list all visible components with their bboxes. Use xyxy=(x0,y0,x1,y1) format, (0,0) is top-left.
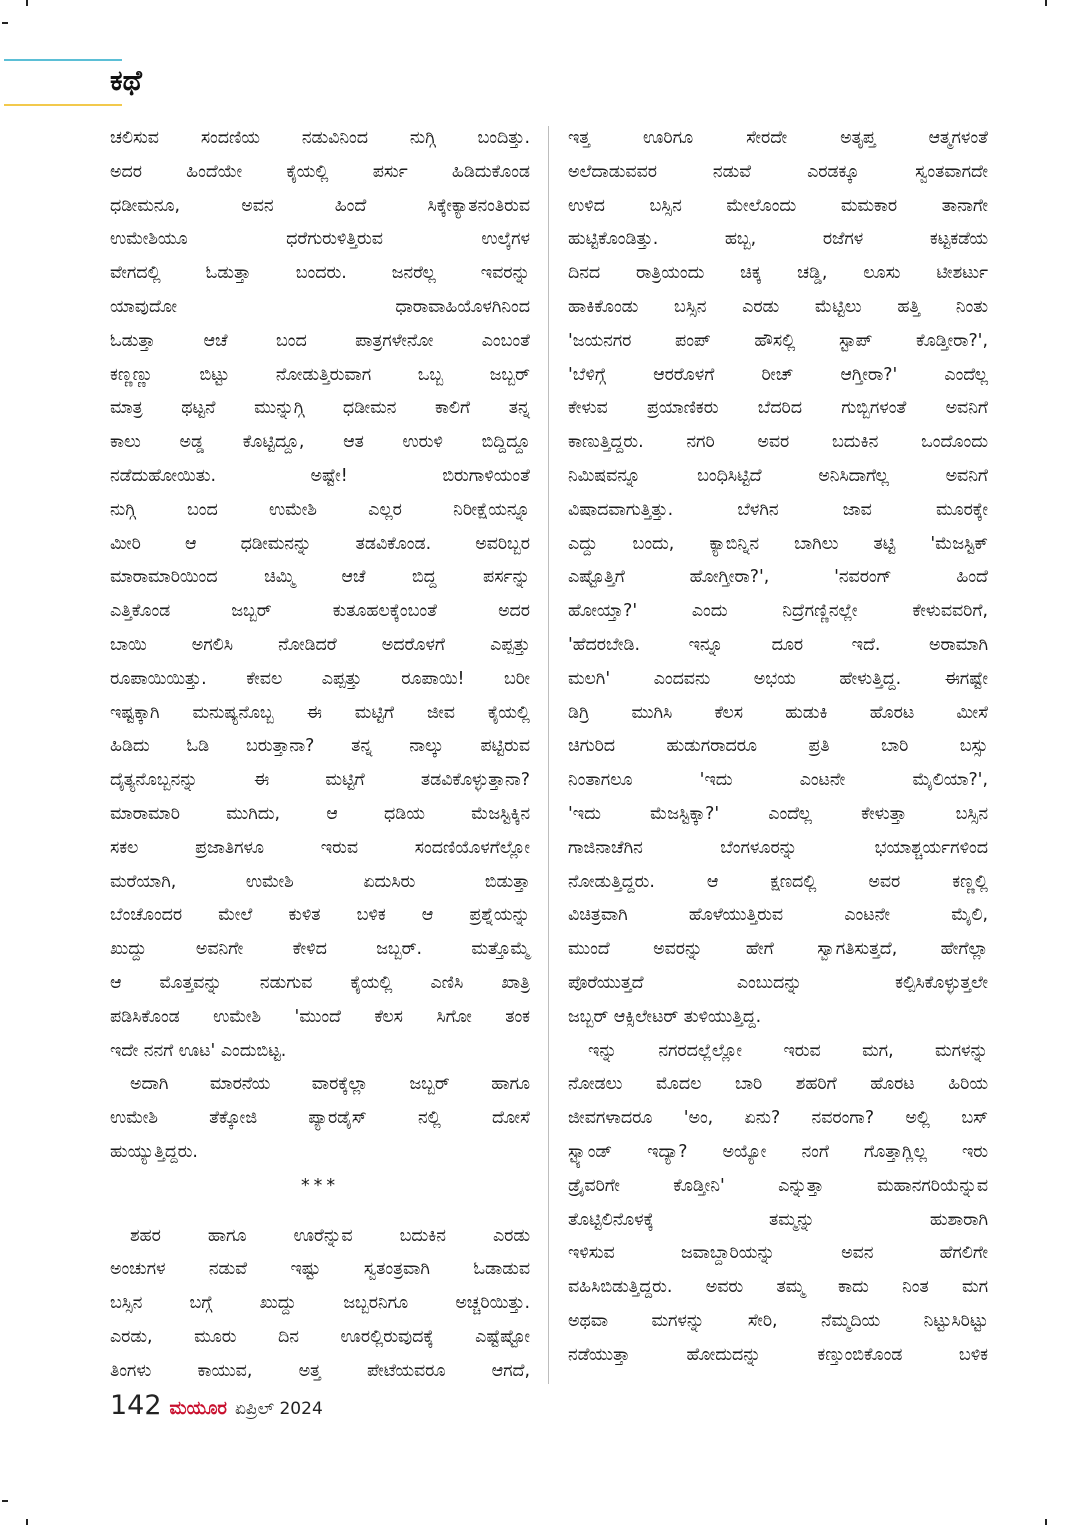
text-line: ಅಲೆದಾಡುವವರ ನಡುವೆ ಎರಡಕ್ಕೂ ಸ್ವಂತವಾಗದೇ xyxy=(568,161,988,182)
text-line: ಇನ್ನು ನಗರದಲ್ಲೆಲ್ಲೋ ಇರುವ ಮಗ, ಮಗಳನ್ನು xyxy=(588,1040,988,1061)
text-line: ವೇಗದಲ್ಲಿ ಓಡುತ್ತಾ ಬಂದರು. ಜನರೆಲ್ಲ ಇವರನ್ನು xyxy=(110,263,530,284)
text-line: ಎತ್ತಿಕೊಂಡ ಜಬ್ಬರ್ ಕುತೂಹಲಕ್ಕೆಂಬಂತೆ ಅದರ xyxy=(110,601,530,622)
text-line: ಎದ್ದು ಬಂದು, ಕ್ಯಾಬಿನ್ನಿನ ಬಾಗಿಲು ತಟ್ಟಿ 'ಮೆಜಸ್ಟಿಕ್ xyxy=(568,533,988,554)
spacer xyxy=(110,1204,530,1220)
crop-mark xyxy=(26,1519,28,1525)
section-title: ಕಥೆ xyxy=(110,64,142,97)
text-line: ಮಾರಾಮಾರಿಯಿಂದ ಚಿಮ್ಮಿ ಆಚೆ ಬಿದ್ದ ಪರ್ಸನ್ನು xyxy=(110,567,530,588)
text-line: ಮಾರಾಮಾರಿ ಮುಗಿದು, ಆ ಧಡಿಯ ಮೆಜಸ್ಟಿಕ್ಕಿನ xyxy=(110,803,530,824)
text-line: ಉಳಿದ ಬಸ್ಸಿನ ಮೇಲೊಂದು ಮಮಕಾರ ತಾನಾಗೇ xyxy=(568,195,988,216)
page-footer xyxy=(110,1390,323,1430)
header-rule-bottom xyxy=(4,104,122,106)
text-line: ಧಡೀಮನೂ, ಅವನ ಹಿಂದೆ ಸಿಕ್ಕೇಕ್ಯಾತನಂತಿರುವ xyxy=(110,195,530,216)
text-line: ಹಿಡಿದು ಓಡಿ ಬರುತ್ತಾನಾ? ತನ್ನ ನಾಲ್ಕು ಪಟ್ಟಿರುವ xyxy=(110,736,530,757)
crop-mark xyxy=(1045,1519,1047,1525)
right-column xyxy=(568,122,988,1372)
text-line: ದೈತ್ಯನೊಬ್ಬನನ್ನು ಈ ಮಟ್ಟಿಗೆ ತಡವಿಕೊಳ್ಳುತ್ತಾನಾ? xyxy=(110,770,530,791)
text-line: ಬೆಂಚೊಂದರ ಮೇಲೆ ಕುಳಿತ ಬಳಿಕ ಆ ಪ್ರಶ್ನೆಯನ್ನು xyxy=(110,905,530,926)
text-line: ನುಗ್ಗಿ ಬಂದ ಉಮೇಶಿ ಎಲ್ಲರ ನಿರೀಕ್ಷೆಯನ್ನೂ xyxy=(110,499,530,520)
text-line: ಶಹರ ಹಾಗೂ ಊರೆನ್ನುವ ಬದುಕಿನ ಎರಡು xyxy=(130,1225,530,1246)
text-line: ಹಾಕಿಕೊಂಡು ಬಸ್ಸಿನ ಎರಡು ಮೆಟ್ಟಿಲು ಹತ್ತಿ ನಿಂತು xyxy=(568,296,988,317)
text-line: ಇಷ್ಟಕ್ಕಾಗಿ ಮನುಷ್ಯನೊಬ್ಬ ಈ ಮಟ್ಟಿಗೆ ಜೀವ ಕೈಯಲ್ಲಿ xyxy=(110,702,530,723)
text-line: ಇತ್ತ ಊರಿಗೂ ಸೇರದೇ ಅತೃಪ್ತ ಆತ್ಮಗಳಂತೆ xyxy=(568,128,988,148)
text-line: ಅದರ ಹಿಂದೆಯೇ ಕೈಯಲ್ಲಿ ಪರ್ಸು ಹಿಡಿದುಕೊಂಡ xyxy=(110,161,530,182)
text-line: ವಹಿಸಿಬಿಡುತ್ತಿದ್ದರು. ಅವರು ತಮ್ಮ ಕಾದು ನಿಂತ ಮಗ xyxy=(568,1277,988,1298)
text-line: ಆ ಮೊತ್ತವನ್ನು ನಡುಗುವ ಕೈಯಲ್ಲಿ ಎಣಿಸಿ ಖಾತ್ರಿ xyxy=(110,972,530,993)
text-line: ಹೋಯ್ತಾ?' ಎಂದು ನಿದ್ರೆಗಣ್ಣಿನಲ್ಲೇ ಕೇಳುವವರಿಗೆ, xyxy=(568,601,988,622)
text-line: ನೋಡುತ್ತಿದ್ದರು. ಆ ಕ್ಷಣದಲ್ಲಿ ಅವರ ಕಣ್ಣಲ್ಲಿ xyxy=(568,871,988,892)
issue-date: ಏಪ್ರಿಲ್ 2024 xyxy=(234,1399,323,1419)
text-line: 'ಬೆಳಿಗ್ಗೆ ಆರರೊಳಗೆ ರೀಚ್ ಆಗ್ತೀರಾ?' ಎಂದೆಲ್ಲ xyxy=(568,364,988,385)
text-line: ಅಥವಾ ಮಗಳನ್ನು ಸೇರಿ, ನೆಮ್ಮದಿಯ ನಿಟ್ಟುಸಿರಿಟ್ಟು xyxy=(568,1310,988,1331)
text-line: ಇಳಿಸುವ ಜವಾಬ್ದಾರಿಯನ್ನು ಅವನ ಹೆಗಲಿಗೇ xyxy=(568,1243,988,1264)
text-line: ಬಸ್ಸಿನ ಬಗ್ಗೆ ಖುದ್ದು ಜಬ್ಬರನಿಗೂ ಅಚ್ಚರಿಯಿತ್ತು. xyxy=(110,1293,530,1314)
text-line: 'ಇದು ಮೆಜಸ್ಟಿಕ್ಕಾ?' ಎಂದೆಲ್ಲ ಕೇಳುತ್ತಾ ಬಸ್ಸಿನ xyxy=(568,803,988,824)
text-line: ಮುಂದೆ ಅವರನ್ನು ಹೇಗೆ ಸ್ವಾಗತಿಸುತ್ತದೆ, ಹೇಗೆಲ್ಲಾ xyxy=(568,939,988,960)
text-line: ಮಾತ್ರ ಥಟ್ಟನೆ ಮುನ್ನುಗ್ಗಿ ಧಡೀಮನ ಕಾಲಿಗೆ ತನ್ನ xyxy=(110,398,530,419)
text-line: ಕಾಣುತ್ತಿದ್ದರು. ನಗರಿ ಅವರ ಬದುಕಿನ ಒಂದೊಂದು xyxy=(568,432,988,453)
text-line: ಸ್ಟ್ಯಾಂಡ್ ಇದ್ಯಾ? ಅಯ್ಯೋ ನಂಗೆ ಗೊತ್ತಾಗ್ಲಿಲ್ಲ ಇರು xyxy=(568,1141,988,1162)
crop-mark xyxy=(1045,0,1047,6)
text-line: ಉಮೇಶಿ ತೆಕ್ಕೋಜಿ ಪ್ಯಾರಡೈಸ್ ನಲ್ಲಿ ದೋಸೆ xyxy=(110,1108,530,1129)
text-line: ಯಾವುದೋ ಧಾರಾವಾಹಿಯೊಳಗಿನಿಂದ xyxy=(110,296,530,317)
text-line: ತೊಟ್ಟಿಲಿನೊಳಕ್ಕೆ ತಮ್ಮನ್ನು ಹುಶಾರಾಗಿ xyxy=(568,1209,988,1230)
text-line: ಉಮೇಶಿಯೂ ಧರೆಗುರುಳಿತ್ತಿರುವ ಉಲ್ಕೆಗಳ xyxy=(110,229,530,250)
text-line: ಪಡಿಸಿಕೊಂಡ ಉಮೇಶಿ 'ಮುಂದೆ ಕೆಲಸ ಸಿಗೋ ತಂಕ xyxy=(110,1006,530,1027)
text-line: ಅಂಚುಗಳ ನಡುವೆ ಇಷ್ಟು ಸ್ವತಂತ್ರವಾಗಿ ಓಡಾಡುವ xyxy=(110,1259,530,1280)
text-line: ಇದೇ ನನಗೆ ಊಟ' ಎಂದುಬಿಟ್ಟ. xyxy=(110,1040,287,1061)
crop-mark xyxy=(26,0,28,6)
text-line: ಚಿಗುರಿದ ಹುಡುಗರಾದರೂ ಪ್ರತಿ ಬಾರಿ ಬಸ್ಸು xyxy=(568,736,988,757)
crop-mark xyxy=(2,22,8,24)
text-line: ಪೊರೆಯುತ್ತದೆ ಎಂಬುದನ್ನು ಕಲ್ಪಿಸಿಕೊಳ್ಳುತ್ತಲೇ xyxy=(568,972,988,993)
magazine-logo: ಮಯೂರ xyxy=(169,1398,227,1419)
text-line: ಅದಾಗಿ ಮಾರನೆಯ ವಾರಕ್ಕೆಲ್ಲಾ ಜಬ್ಬರ್ ಹಾಗೂ xyxy=(130,1074,530,1095)
text-line: 'ಜಯನಗರ ಪಂಪ್ ಹೌಸಲ್ಲಿ ಸ್ಟಾಪ್ ಕೊಡ್ತೀರಾ?', xyxy=(568,330,988,351)
crop-mark xyxy=(2,1500,8,1502)
text-line: ಕೇಳುವ ಪ್ರಯಾಣಿಕರು ಬೆದರಿದ ಗುಬ್ಬಿಗಳಂತೆ ಅವನಿಗೆ xyxy=(568,398,988,419)
text-line: ದಿನದ ರಾತ್ರಿಯಂದು ಚಿಕ್ಕ ಚಡ್ಡಿ, ಲೂಸು ಟೀಶರ್ಟು xyxy=(568,263,988,284)
text-line: ರೂಪಾಯಿಯಿತ್ತು. ಕೇವಲ ಎಪ್ಪತ್ತು ರೂಪಾಯಿ! ಬರೀ xyxy=(110,668,530,689)
text-line: ಎರಡು, ಮೂರು ದಿನ ಊರಲ್ಲಿರುವುದಕ್ಕೆ ಎಷ್ಟೆಷ್ಟೋ xyxy=(110,1326,530,1347)
text-line: ಸಕಲ ಪ್ರಜಾತಿಗಳೂ ಇರುವ ಸಂದಣಿಯೊಳಗೆಲ್ಲೋ xyxy=(110,837,530,858)
text-line: ಜಬ್ಬರ್ ಆಕ್ಸಿಲೇಟರ್ ತುಳಿಯುತ್ತಿದ್ದ. xyxy=(568,1006,762,1027)
text-line: ಕಾಲು ಅಡ್ಡ ಕೊಟ್ಟಿದ್ದೂ, ಆತ ಉರುಳಿ ಬಿದ್ದಿದ್ದೂ xyxy=(110,432,530,453)
left-column xyxy=(110,122,530,1388)
text-line: ಡಿಗ್ರಿ ಮುಗಿಸಿ ಕೆಲಸ ಹುಡುಕಿ ಹೊರಟ ಮೀಸೆ xyxy=(568,702,988,723)
text-line: ಗಾಜಿನಾಚೆಗಿನ ಬೆಂಗಳೂರನ್ನು ಭಯಾಶ್ಚರ್ಯಗಳಿಂದ xyxy=(568,837,988,858)
text-line: ಜೀವಗಳಾದರೂ 'ಅಂ, ಏನು? ನವರಂಗಾ? ಅಲ್ಲಿ ಬಸ್ xyxy=(568,1108,988,1129)
text-line: ನೋಡಲು ಮೊದಲ ಬಾರಿ ಶಹರಿಗೆ ಹೊರಟ ಹಿರಿಯ xyxy=(568,1074,988,1095)
text-line: ನಡೆದುಹೋಯಿತು. ಅಷ್ಟೇ! ಬಿರುಗಾಳಿಯಂತೆ xyxy=(110,465,530,486)
text-line: ತಿಂಗಳು ಕಾಯುವ, ಅತ್ತ ಪೇಟೆಯವರೂ ಆಗದೆ, xyxy=(110,1360,530,1381)
column-divider xyxy=(548,126,549,1384)
text-line: ಬಾಯಿ ಅಗಲಿಸಿ ನೋಡಿದರೆ ಅದರೊಳಗೆ ಎಪ್ಪತ್ತು xyxy=(110,634,530,655)
header-rule-top xyxy=(4,59,122,61)
text-line: ವಿಚಿತ್ರವಾಗಿ ಹೊಳೆಯುತ್ತಿರುವ ಎಂಟನೇ ಮೈಲಿ, xyxy=(568,905,988,926)
text-line: ಓಡುತ್ತಾ ಆಚೆ ಬಂದ ಪಾತ್ರಗಳೇನೋ ಎಂಬಂತೆ xyxy=(110,330,530,351)
text-line: ಎಷ್ಟೊತ್ತಿಗೆ ಹೋಗ್ತೀರಾ?', 'ನವರಂಗ್ ಹಿಂದೆ xyxy=(568,567,988,588)
text-line: ವಿಷಾದವಾಗುತ್ತಿತ್ತು. ಬೆಳಗಿನ ಜಾವ ಮೂರಕ್ಕೇ xyxy=(568,499,988,520)
text-line: ಕಣ್ಣಣ್ಣು ಬಿಟ್ಟು ನೋಡುತ್ತಿರುವಾಗ ಒಬ್ಬ ಜಬ್ಬರ್ xyxy=(110,364,530,385)
section-break: *** xyxy=(300,1175,340,1196)
text-line: ಮೀರಿ ಆ ಧಡೀಮನನ್ನು ತಡವಿಕೊಂಡ. ಅವರಿಬ್ಬರ xyxy=(110,533,530,554)
text-line: ಚಲಿಸುವ ಸಂದಣಿಯ ನಡುವಿನಿಂದ ನುಗ್ಗಿ ಬಂದಿತ್ತು. xyxy=(110,128,530,148)
text-line: ಮಲಗಿ' ಎಂದವನು ಅಭಯ ಹೇಳುತ್ತಿದ್ದ. ಈಗಷ್ಟೇ xyxy=(568,668,988,689)
text-line: ಹುಟ್ಟಿಕೊಂಡಿತ್ತು. ಹಬ್ಬ, ರಜೆಗಳ ಕಟ್ಟಕಡೆಯ xyxy=(568,229,988,250)
text-line: ಹುಯ್ಯುತ್ತಿದ್ದರು. xyxy=(110,1141,198,1162)
text-line: ಮರೆಯಾಗಿ, ಉಮೇಶಿ ಏದುಸಿರು ಬಿಡುತ್ತಾ xyxy=(110,871,530,892)
text-line: ನಡೆಯುತ್ತಾ ಹೋದುದನ್ನು ಕಣ್ತುಂಬಿಕೊಂಡ ಬಳಿಕ xyxy=(568,1344,988,1365)
text-line: ನಿಮಿಷವನ್ನೂ ಬಂಧಿಸಿಟ್ಟಿದೆ ಅನಿಸಿದಾಗೆಲ್ಲ ಅವನಿಗೆ xyxy=(568,465,988,486)
text-line: ನಿಂತಾಗಲೂ 'ಇದು ಎಂಟನೇ ಮೈಲಿಯಾ?', xyxy=(568,770,988,791)
page-number: 142 xyxy=(110,1390,162,1421)
text-line: 'ಹೆದರಬೇಡಿ. ಇನ್ನೂ ದೂರ ಇದೆ. ಅರಾಮಾಗಿ xyxy=(568,634,988,655)
text-line: ಡ್ರೈವರಿಗೇ ಕೊಡ್ತೀನಿ' ಎನ್ನುತ್ತಾ ಮಹಾನಗರಿಯೆನ್ನುವ xyxy=(568,1175,988,1196)
text-line: ಖುದ್ದು ಅವನಿಗೇ ಕೇಳಿದ ಜಬ್ಬರ್. ಮತ್ತೊಮ್ಮೆ xyxy=(110,939,530,960)
